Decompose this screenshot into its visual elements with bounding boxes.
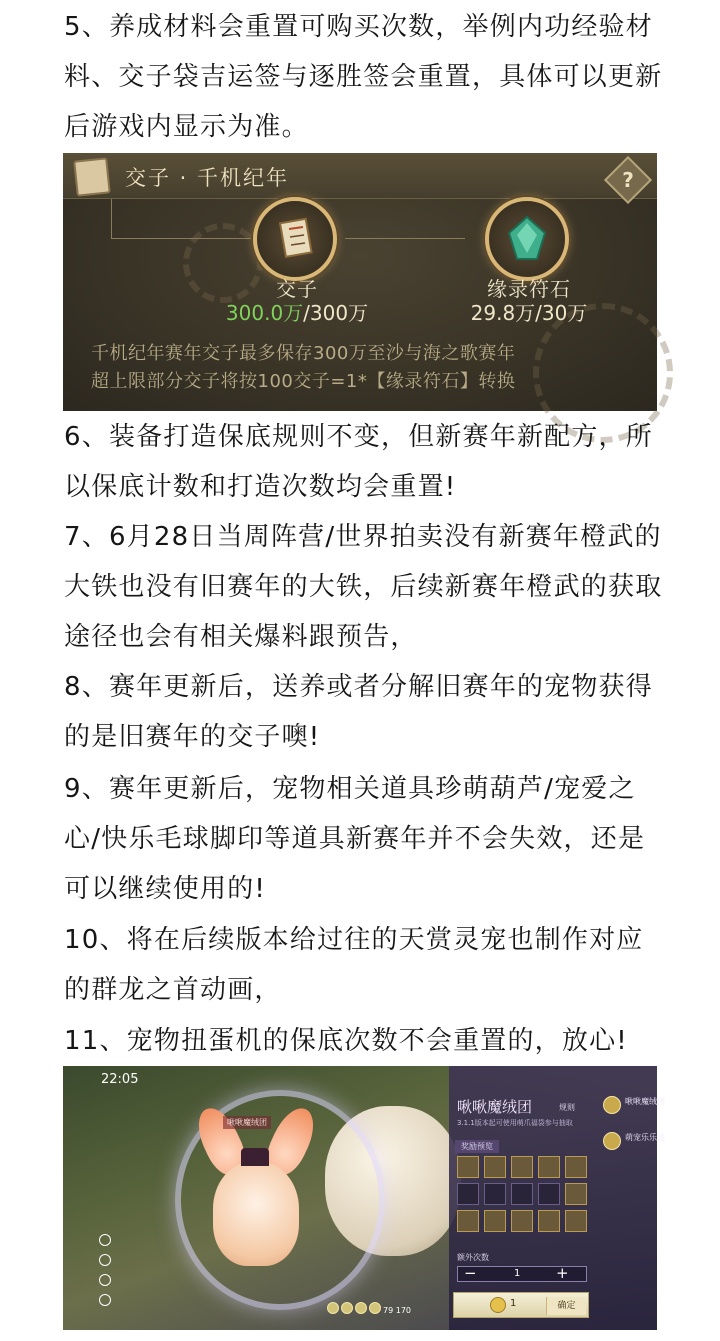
- connector-line: [345, 238, 465, 239]
- reward-cell[interactable]: [457, 1183, 479, 1205]
- pet-name-label: 啾啾魔绒团: [223, 1116, 271, 1129]
- jiaozi-icon: [273, 215, 317, 263]
- quantity-value: 1: [514, 1268, 521, 1279]
- jiaozi-medal: [253, 197, 337, 281]
- reward-cell[interactable]: [511, 1156, 533, 1178]
- text-line: 6、装备打造保底规则不变，但新赛年新配方，所: [64, 422, 653, 452]
- coin-icon: [490, 1297, 506, 1313]
- skill-icon[interactable]: [355, 1302, 367, 1314]
- pool-side-icon[interactable]: [603, 1132, 621, 1150]
- rules-link[interactable]: 规则: [559, 1103, 575, 1112]
- rewards-section-label: 奖励预览: [455, 1140, 499, 1153]
- help-icon[interactable]: ?: [604, 156, 652, 204]
- text-line: 的群龙之首动画，: [64, 975, 282, 1005]
- hp-readout: 79 170: [383, 1306, 411, 1315]
- skill-icon[interactable]: [327, 1302, 339, 1314]
- text-line: 9、赛年更新后，宠物相关道具珍萌葫芦/宠爱之: [64, 774, 636, 804]
- camera-icon[interactable]: [99, 1294, 111, 1306]
- text-line: 心/快乐毛球脚印等道具新赛年并不会失效，还是: [64, 824, 646, 854]
- menu-icon[interactable]: [99, 1254, 111, 1266]
- paragraph-10: [64, 915, 664, 1015]
- gacha-title: 啾啾魔绒团: [457, 1098, 533, 1116]
- item-name-yuanlu: 缘录符石: [487, 277, 571, 301]
- panel-note: 千机纪年赛年交子最多保存300万至沙与海之歌赛年: [91, 343, 516, 364]
- reward-cell[interactable]: [484, 1210, 506, 1232]
- reward-cell[interactable]: [511, 1210, 533, 1232]
- gacha-subtitle: 3.1.1版本起可使用萌爪福袋参与抽取: [457, 1119, 573, 1127]
- text-line: 7、6月28日当周阵营/世界拍卖没有新赛年橙武的: [64, 522, 662, 552]
- text-line: 5、养成材料会重置可购买次数，举例内功经验材: [64, 12, 653, 42]
- reward-cell[interactable]: [511, 1183, 533, 1205]
- text-line: 11、宠物扭蛋机的保底次数不会重置的，放心!: [64, 1026, 628, 1056]
- draw-bar: [453, 1292, 589, 1318]
- text-line: 后游戏内显示为准。: [64, 112, 309, 142]
- paragraph-11: [64, 1016, 664, 1066]
- side-tab-label[interactable]: 萌宠乐乐池: [625, 1133, 665, 1142]
- reward-cell[interactable]: [457, 1210, 479, 1232]
- confirm-button[interactable]: 确定: [546, 1297, 586, 1315]
- item-count-yuanlu: 29.8万/30万: [470, 301, 588, 325]
- reward-cell[interactable]: [538, 1183, 560, 1205]
- minus-button[interactable]: −: [464, 1264, 477, 1282]
- hat-decoration: [241, 1148, 269, 1166]
- paragraph-9: [64, 764, 664, 914]
- reward-cell[interactable]: [484, 1183, 506, 1205]
- currency-panel-image: [63, 153, 657, 411]
- reward-cell[interactable]: [457, 1156, 479, 1178]
- text-line: 10、将在后续版本给过往的天赏灵宠也制作对应: [64, 925, 644, 955]
- item-count-jiaozi: 300.0万/300万: [225, 301, 369, 325]
- coin-amount: 1: [510, 1298, 517, 1309]
- skill-icon[interactable]: [369, 1302, 381, 1314]
- paragraph-8: [64, 662, 664, 762]
- reward-cell[interactable]: [565, 1156, 587, 1178]
- reward-cell[interactable]: [484, 1156, 506, 1178]
- side-tab-label[interactable]: 啾啾魔绒团: [625, 1097, 665, 1106]
- extra-count-label: 额外次数: [457, 1253, 489, 1262]
- reward-cell[interactable]: [538, 1156, 560, 1178]
- paragraph-6: [64, 412, 664, 512]
- yuanlu-medal: [485, 197, 569, 281]
- panel-title: 交子 · 千机纪年: [125, 166, 290, 190]
- paragraph-7: [64, 512, 664, 662]
- connector-line: [111, 199, 112, 239]
- gacha-side-icon[interactable]: [603, 1096, 621, 1114]
- quantity-stepper[interactable]: [457, 1266, 587, 1282]
- panel-note: 超上限部分交子将按100交子=1*【缘录符石】转换: [91, 371, 516, 392]
- gacha-panel: [449, 1066, 665, 1330]
- chat-icon[interactable]: [99, 1234, 111, 1246]
- reward-cell[interactable]: [565, 1210, 587, 1232]
- text-line: 可以继续使用的!: [64, 874, 267, 904]
- plus-button[interactable]: +: [556, 1264, 569, 1282]
- scroll-icon: [73, 157, 111, 196]
- text-line: 8、赛年更新后，送养或者分解旧赛年的宠物获得: [64, 672, 653, 702]
- paragraph-5: [64, 2, 664, 152]
- skill-icon[interactable]: [341, 1302, 353, 1314]
- text-line: 的是旧赛年的交子噢!: [64, 722, 321, 752]
- clock: 22:05: [101, 1072, 139, 1087]
- item-name-jiaozi: 交子: [276, 277, 318, 301]
- gem-icon: [505, 215, 549, 263]
- creature: [213, 1162, 299, 1266]
- text-line: 大铁也没有旧赛年的大铁，后续新赛年橙武的获取: [64, 572, 663, 602]
- game-screenshot: [63, 1066, 665, 1330]
- panel-header: [63, 153, 657, 199]
- settings-icon[interactable]: [99, 1274, 111, 1286]
- reward-cell[interactable]: [538, 1210, 560, 1232]
- text-line: 以保底计数和打造次数均会重置!: [64, 472, 457, 502]
- text-line: 料、交子袋吉运签与逐胜签会重置，具体可以更新: [64, 62, 663, 92]
- connector-line: [111, 238, 251, 239]
- text-line: 途径也会有相关爆料跟预告，: [64, 622, 418, 652]
- reward-cell[interactable]: [565, 1183, 587, 1205]
